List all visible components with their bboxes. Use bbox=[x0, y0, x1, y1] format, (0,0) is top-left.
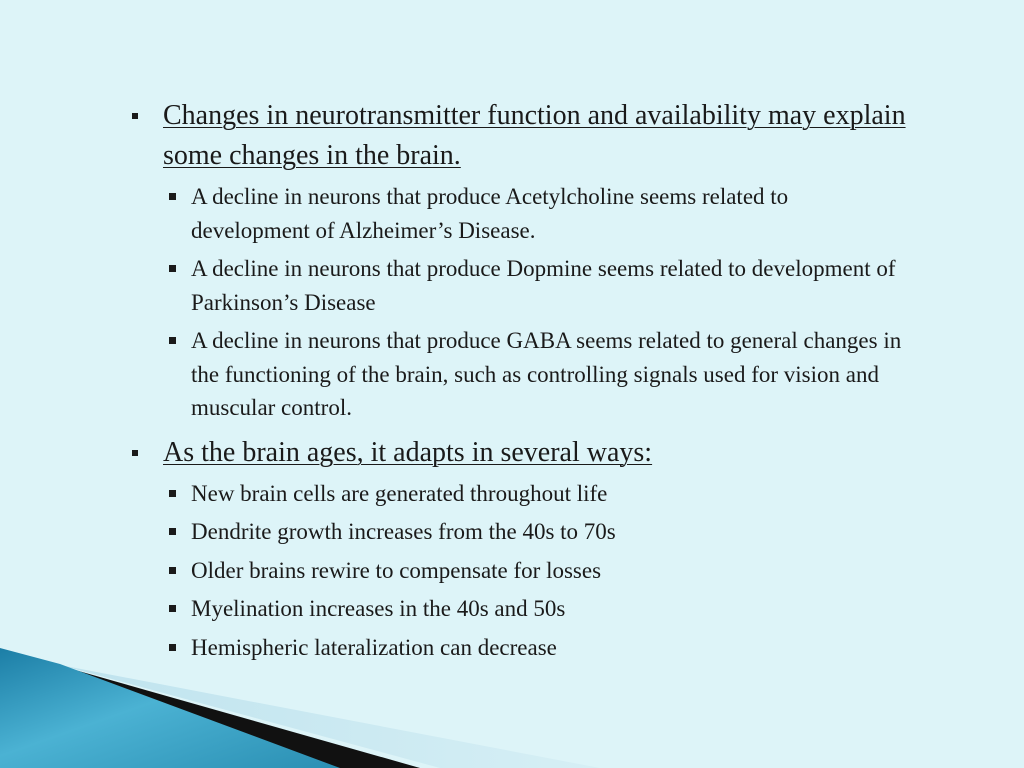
square-bullet-icon bbox=[169, 528, 176, 535]
sub-bullet bbox=[132, 515, 912, 549]
bullet-main-2-text: As the brain ages, it adapts in several ways: bbox=[163, 436, 653, 468]
square-bullet-icon bbox=[169, 337, 176, 344]
sub-bullet-text: Myelination increases in the 40s and 50s bbox=[191, 596, 566, 621]
sub-bullet bbox=[132, 631, 912, 665]
sub-bullet bbox=[132, 477, 912, 511]
square-bullet-icon bbox=[169, 490, 176, 497]
square-bullet-icon bbox=[132, 450, 138, 456]
sub-bullet bbox=[132, 554, 912, 588]
square-bullet-icon bbox=[169, 605, 176, 612]
sub-bullet bbox=[132, 592, 912, 626]
sub-bullet-list-2 bbox=[132, 477, 912, 665]
sub-bullet bbox=[132, 180, 912, 247]
square-bullet-icon bbox=[169, 644, 176, 651]
sub-bullet bbox=[132, 252, 912, 319]
sub-bullet-text: A decline in neurons that produce GABA seems related to general changes in the functioning of the brain, such as controlling signals used for vision and muscular control. bbox=[191, 328, 902, 420]
sub-bullet-text: Hemispheric lateralization can decrease bbox=[191, 634, 557, 660]
bullet-main-1-text: Changes in neurotransmitter function and availability may explain some changes in the brain. bbox=[163, 100, 906, 171]
square-bullet-icon bbox=[132, 113, 138, 119]
sub-bullet bbox=[132, 324, 912, 425]
square-bullet-icon bbox=[169, 567, 176, 574]
bullet-list bbox=[132, 96, 912, 672]
sub-bullet-text: Dendrite growth increases from the 40s to 70s bbox=[191, 519, 616, 544]
square-bullet-icon bbox=[169, 265, 176, 272]
sub-bullet-text: New brain cells are generated throughout life bbox=[191, 480, 608, 506]
sub-bullet-list-1 bbox=[132, 180, 912, 425]
square-bullet-icon bbox=[169, 193, 176, 200]
bullet-main-2 bbox=[132, 433, 912, 473]
sub-bullet-text: A decline in neurons that produce Dopmine seems related to development of Parkinson’s Disease bbox=[191, 256, 896, 315]
sub-bullet-text: Older brains rewire to compensate for losses bbox=[191, 557, 602, 583]
sub-bullet-text: A decline in neurons that produce Acetylcholine seems related to development of Alzheimer’s Disease. bbox=[191, 184, 789, 243]
bullet-main-1 bbox=[132, 96, 912, 176]
